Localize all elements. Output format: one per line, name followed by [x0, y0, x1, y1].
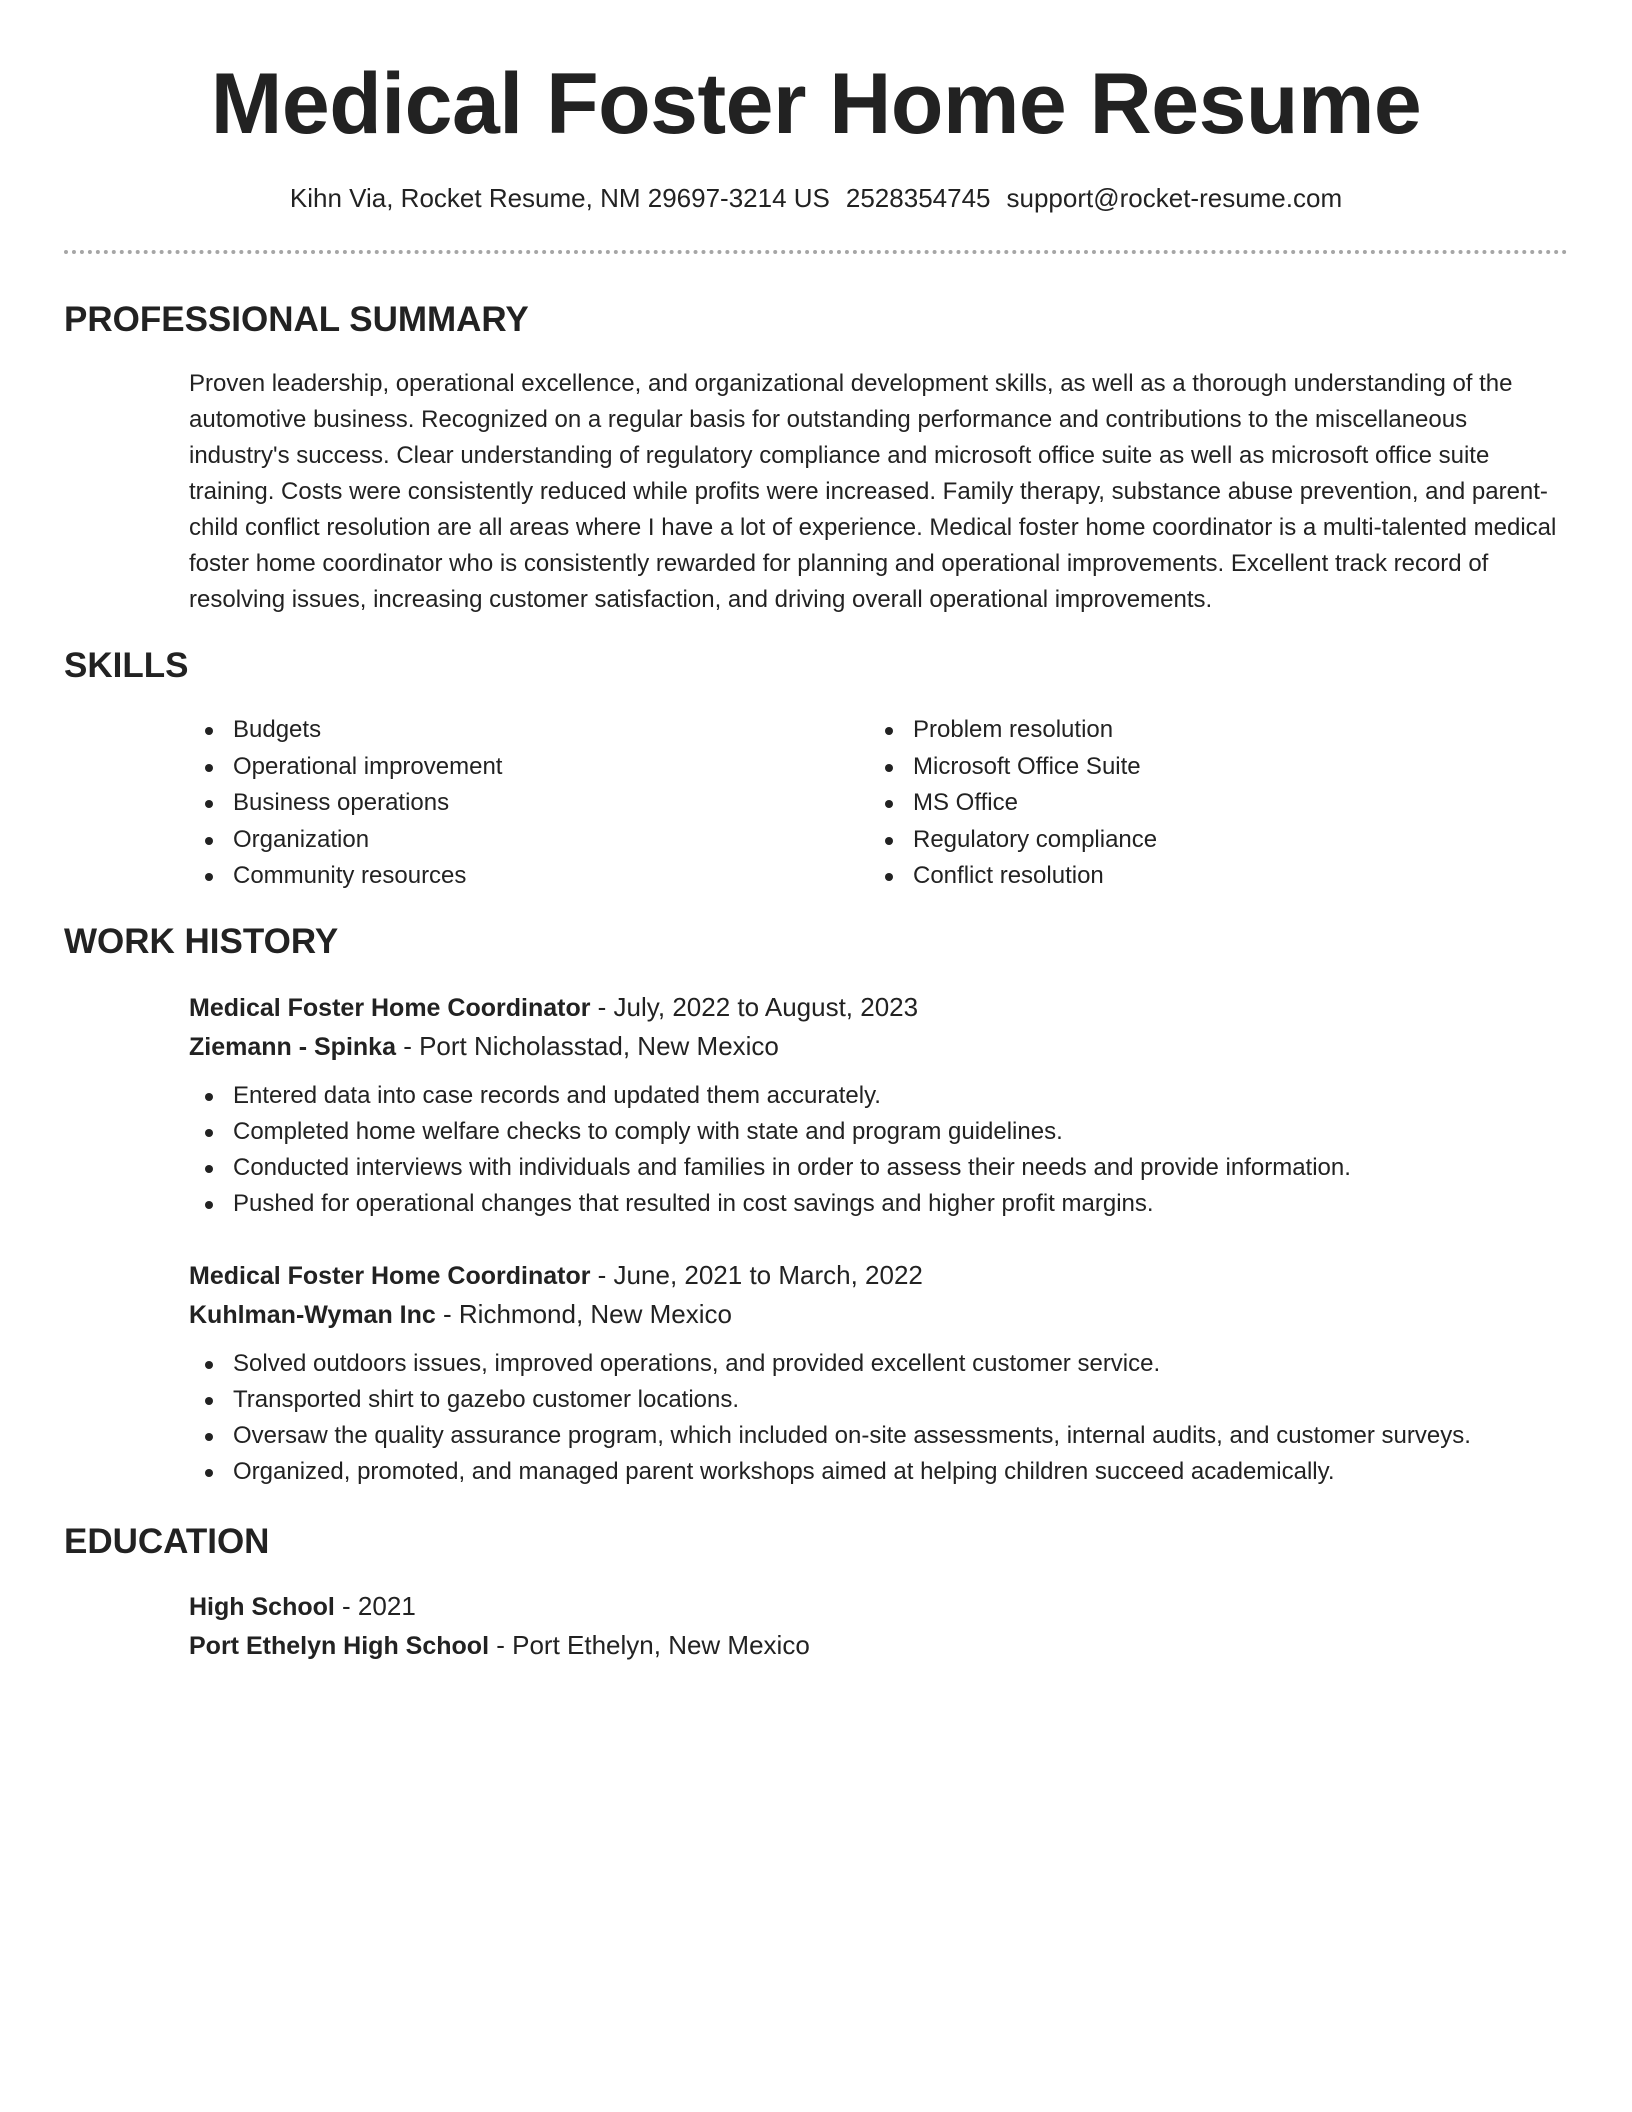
skills-heading: SKILLS: [64, 646, 189, 685]
skill-item: Microsoft Office Suite: [869, 749, 1509, 786]
job-title: Medical Foster Home Coordinator: [189, 994, 591, 1022]
summary-heading: PROFESSIONAL SUMMARY: [64, 300, 529, 339]
job-company: Ziemann - Spinka: [189, 1033, 396, 1061]
skill-item: Operational improvement: [189, 749, 829, 786]
education-entry: [189, 1587, 1569, 1665]
job-duty: Oversaw the quality assurance program, which included on-site assessments, internal audits, and customer surveys.: [189, 1418, 1569, 1454]
job-location: - Richmond, New Mexico: [435, 1299, 732, 1329]
skill-item: Problem resolution: [869, 712, 1509, 749]
job-title-line: [189, 1256, 1569, 1295]
job-company-line: [189, 1295, 1569, 1334]
contact-address: Kihn Via, Rocket Resume, NM 29697-3214 US: [289, 183, 830, 213]
skill-item: Budgets: [189, 712, 829, 749]
job-duty: Organized, promoted, and managed parent workshops aimed at helping children succeed academically.: [189, 1454, 1569, 1490]
skills-list-right: [869, 712, 1509, 895]
work-entry: [189, 1256, 1569, 1490]
education-degree-line: [189, 1587, 1569, 1626]
skill-item: Business operations: [189, 785, 829, 822]
header-divider: [64, 250, 1568, 254]
work-entry: [189, 988, 1569, 1222]
education-year: - 2021: [334, 1591, 416, 1621]
job-duty: Conducted interviews with individuals and families in order to assess their needs and provide information.: [189, 1150, 1569, 1186]
job-dates: - July, 2022 to August, 2023: [590, 992, 919, 1022]
job-duty: Transported shirt to gazebo customer locations.: [189, 1382, 1569, 1418]
skill-item: Organization: [189, 822, 829, 859]
skill-item: MS Office: [869, 785, 1509, 822]
contact-phone: 2528354745: [845, 183, 991, 213]
skill-item: Community resources: [189, 858, 829, 895]
job-duty: Solved outdoors issues, improved operations, and provided excellent customer service.: [189, 1346, 1569, 1382]
skill-item: Conflict resolution: [869, 858, 1509, 895]
skills-list-left: [189, 712, 829, 895]
job-title-line: [189, 988, 1569, 1027]
job-duties-list: [189, 1078, 1569, 1222]
job-location: - Port Nicholasstad, New Mexico: [395, 1031, 779, 1061]
job-company: Kuhlman-Wyman Inc: [189, 1301, 436, 1329]
job-dates: - June, 2021 to March, 2022: [590, 1260, 923, 1290]
education-degree: High School: [189, 1593, 335, 1621]
resume-title: Medical Foster Home Resume: [210, 56, 1422, 152]
job-title: Medical Foster Home Coordinator: [189, 1262, 591, 1290]
education-location: - Port Ethelyn, New Mexico: [489, 1630, 810, 1660]
education-school: Port Ethelyn High School: [189, 1632, 490, 1660]
job-duty: Entered data into case records and updated them accurately.: [189, 1078, 1569, 1114]
skill-item: Regulatory compliance: [869, 822, 1509, 859]
job-duty: Pushed for operational changes that resulted in cost savings and higher profit margins.: [189, 1186, 1569, 1222]
summary-text: Proven leadership, operational excellence, and organizational development skills, as well as a thorough understanding of the automotive business. Recognized on a regular basis for outstanding performance and contributions to the miscellaneous industry's success. Clear understanding of regulatory compliance and microsoft office suite as well as microsoft office suite training. Costs were consistently reduced while profits were increased. Family therapy, substance abuse prevention, and parent-child conflict resolution are all areas where I have a lot of experience. Medical foster home coordinator is a multi-talented medical foster home coordinator who is consistently rewarded for planning and operational improvements. Excellent track record of resolving issues, increasing customer satisfaction, and driving overall operational improvements.: [189, 370, 1557, 613]
education-school-line: [189, 1626, 1569, 1665]
contact-email: support@rocket-resume.com: [1006, 183, 1343, 213]
job-duty: Completed home welfare checks to comply with state and program guidelines.: [189, 1114, 1569, 1150]
education-heading: EDUCATION: [64, 1522, 270, 1561]
job-duties-list: [189, 1346, 1569, 1490]
work-history-heading: WORK HISTORY: [64, 922, 339, 961]
job-company-line: [189, 1027, 1569, 1066]
contact-info: [0, 180, 1632, 216]
